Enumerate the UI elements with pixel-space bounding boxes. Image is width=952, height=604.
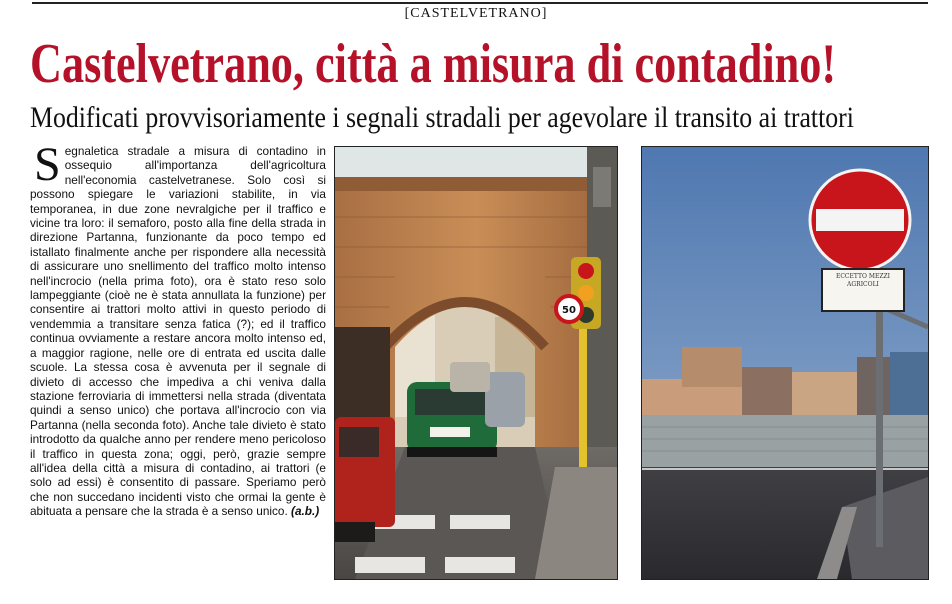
drop-cap: S	[34, 138, 61, 191]
top-rule	[32, 2, 928, 4]
subheadline: Modificati provvisoriamente i segnali stradali per agevolare il transito ai trattori	[30, 101, 854, 134]
photo-traffic-light	[334, 146, 618, 580]
section-kicker: [CASTELVETRANO]	[404, 6, 548, 21]
traffic-light-scene	[335, 147, 617, 579]
byline: (a.b.)	[291, 504, 320, 519]
speed-sign-label: 50	[562, 305, 576, 316]
exception-plate-text: ECCETTO MEZZI AGRICOLI	[835, 273, 891, 288]
photo-no-entry-sign	[641, 146, 929, 580]
article-text: egnaletica stradale a misura di contadino in ossequio all'importanza dell'agricoltura nell'economia castelvetranese. Solo così si possono spiegare le variazioni stabilite, in via temporanea, in due zone nevralgiche per il traffico e vicine tra loro: il semaforo, posto alla fine della strada in direzione Partanna, funzionante da poco tempo ed istallato finalmente anche per rispondere alla necessità di assicurare uno snellimento del traffico molto intenso nell'incrocio (nella prima foto), ora è stato reso solo lampeggiante (cioè ne è stata annullata la funzione) per consentire ai trattori molto attivi in questo periodo di vendemmia a transitare senza fatica (?); ed il traffico continua ovviamente a restare ancora molto intenso ed, a maggior ragione, nelle ore di entrata ed uscita dalle scuole. La stessa cosa è avvenuta per il segnale di divieto di accesso che impediva a chi veniva dalla stazione ferroviaria di immettersi nella strada (diventata quindi a senso unico) che portava all'incrocio con via Partanna (nella seconda foto). Anche tale divieto è stato introdotto da qualche anno per rendere meno pericoloso il traffico in questa zona; oggi, però, grazie sempre all'idea della città a misura di contadino, ai trattori (e solo ad essi) è consentito di passare. Speriamo però che non succedano incidenti visto che ormai la gente è abituata a pensare che la strada è a senso unico.	[30, 144, 326, 519]
article-body	[30, 138, 326, 519]
no-entry-scene	[642, 147, 928, 579]
headline: Castelvetrano, città a misura di contadino!	[30, 33, 837, 95]
